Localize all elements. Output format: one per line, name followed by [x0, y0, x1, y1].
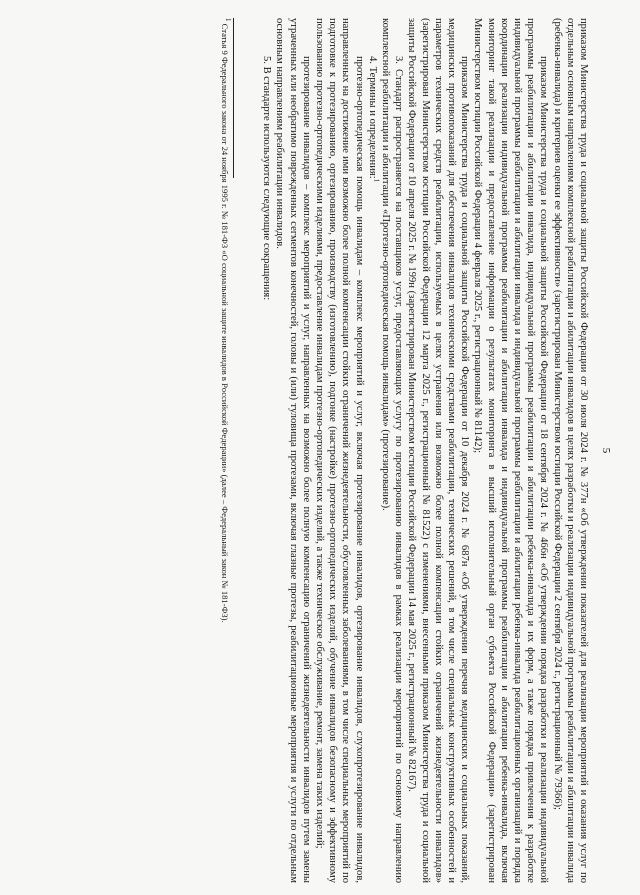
document-body [219, 18, 590, 883]
footnote-divider [233, 18, 234, 178]
paragraph-order-687n: приказом Министерства труда и социальной защиты Российской Федерации от 10 декабря 2024 г. № 687н «Об утверждении перечня медицинских и социальных показаний, медицинских противопоказаний для обеспечения инвалидов техническими средствами реабилитации, технических решений, в том числе специальных конструктивных особенностей и параметров технических средств реабилитации, используемых в целях устранения или возможно более полной компенсации стойких ограничений жизнедеятельности инвалидов» (зарегистрирован Министерством юстиции Российской Федерации 12 марта 2025 г., регистрационный № 81522) с изменениями, внесенными приказом Министерства труда и социальной защиты Российской Федерации от 10 апреля 2025 г. № 199н (зарегистрирован Министерством юстиции Российской Федерации 14 мая 2025 г., регистрационный № 82167). [406, 18, 471, 883]
footnote-ref: 1 [372, 178, 381, 183]
terms-heading-text: 4. Термины и определения: [366, 56, 378, 179]
paragraph-order-377n: приказом Министерства труда и социальной защиты Российской Федерации от 30 июля 2024 г. № 377н «Об утверждении показателей для реализации мероприятий и оказания услуг по отдельным основным направлениям комплексной реабилитации и абилитации инвалидов в целях разработки и реализации индивидуальной программы реабилитации и абилитации инвалида (ребенка-инвалида) и критериев оценки ее эффективности» (зарегистрирован Министерством юстиции Российской Федерации 2 сентября 2024 г., регистрационный № 79366); [551, 18, 589, 883]
paragraph-definition-prosthetics: протезирование инвалидов – комплекс мероприятий и услуг, направленных на возможно более полную компенсацию ограничений жизнедеятельности инвалидов путем замены утраченных или необратимо поврежденных сегментов конечностей, головы и (или) туловища протезами, включая глазные протезы, реабилитационные мероприятия и услуги по отдельным основным направлениям реабилитации инвалидов. [274, 18, 312, 883]
footnote [219, 18, 230, 883]
page-number: 5 [600, 447, 612, 454]
paragraph-terms-heading [366, 18, 379, 883]
rotated-page-content [22, 18, 612, 883]
footnote-marker: 1 [223, 18, 232, 22]
footnote-text: Статья 9 Федерального закона от 24 ноября 1995 г. № 181-ФЗ «О социальной защите инвалидов в Российской Федерации» (далее – Федеральный закон № 181-ФЗ). [219, 23, 230, 623]
paragraph-abbreviations: 5. В стандарте используются следующие сокращения: [261, 56, 273, 301]
paragraph-scope: 3. Стандарт распространяется на поставщиков услуг, предоставляющих услугу по протезированию инвалидов в рамках реализации мероприятий по основному направлению комплексной реабилитации и абилитации «Протезно-ортопедическая помощь инвалидам» (протезирование). [379, 18, 405, 883]
paragraph-order-466n: приказом Министерства труда и социальной защиты Российской Федерации от 18 сентября 2024 г. № 466н «Об утверждении порядка разработки и реализации индивидуальной программы реабилитации и абилитации инвалида, индивидуальной программы реабилитации и абилитации ребенка-инвалида и их форм, а также порядка привлечения к разработке индивидуальной программы реабилитации и абилитации инвалида и индивидуальной программы реабилитации и абилитации ребенка-инвалида реабилитационных организаций и порядка координации реализации индивидуальной программы реабилитации и абилитации инвалида и индивидуальной программы реабилитации и абилитации ребенка-инвалида, включая мониторинг такой реализации и предоставление информации о результатах мониторинга в высший исполнительный орган субъекта Российской Федерации» (зарегистрирован Министерством юстиции Российской Федерации 4 февраля 2025 г., регистрационный № 81142); [472, 18, 550, 883]
paragraph-definition-prosthetic-help: протезно-ортопедическая помощь инвалидам – комплекс мероприятий и услуг, включая протезирование инвалидов, ортезирование инвалидов, слухопротезирование инвалидов, направленных на достижение ими возможно более полной компенсации стойких ограничений жизнедеятельности, обусловленных заболеваниями, в том числе специальных мероприятий по подготовке к протезированию, ортезированию, производству (изготовлению), подгонке (настройке) протезно-ортопедических изделий, обучение инвалидов безопасному и эффективному пользованию протезно-ортопедическими изделиями, предоставление инвалидам протезно-ортопедических изделий, а также техническое обслуживание, ремонт, замена таких изделий; [313, 18, 365, 883]
